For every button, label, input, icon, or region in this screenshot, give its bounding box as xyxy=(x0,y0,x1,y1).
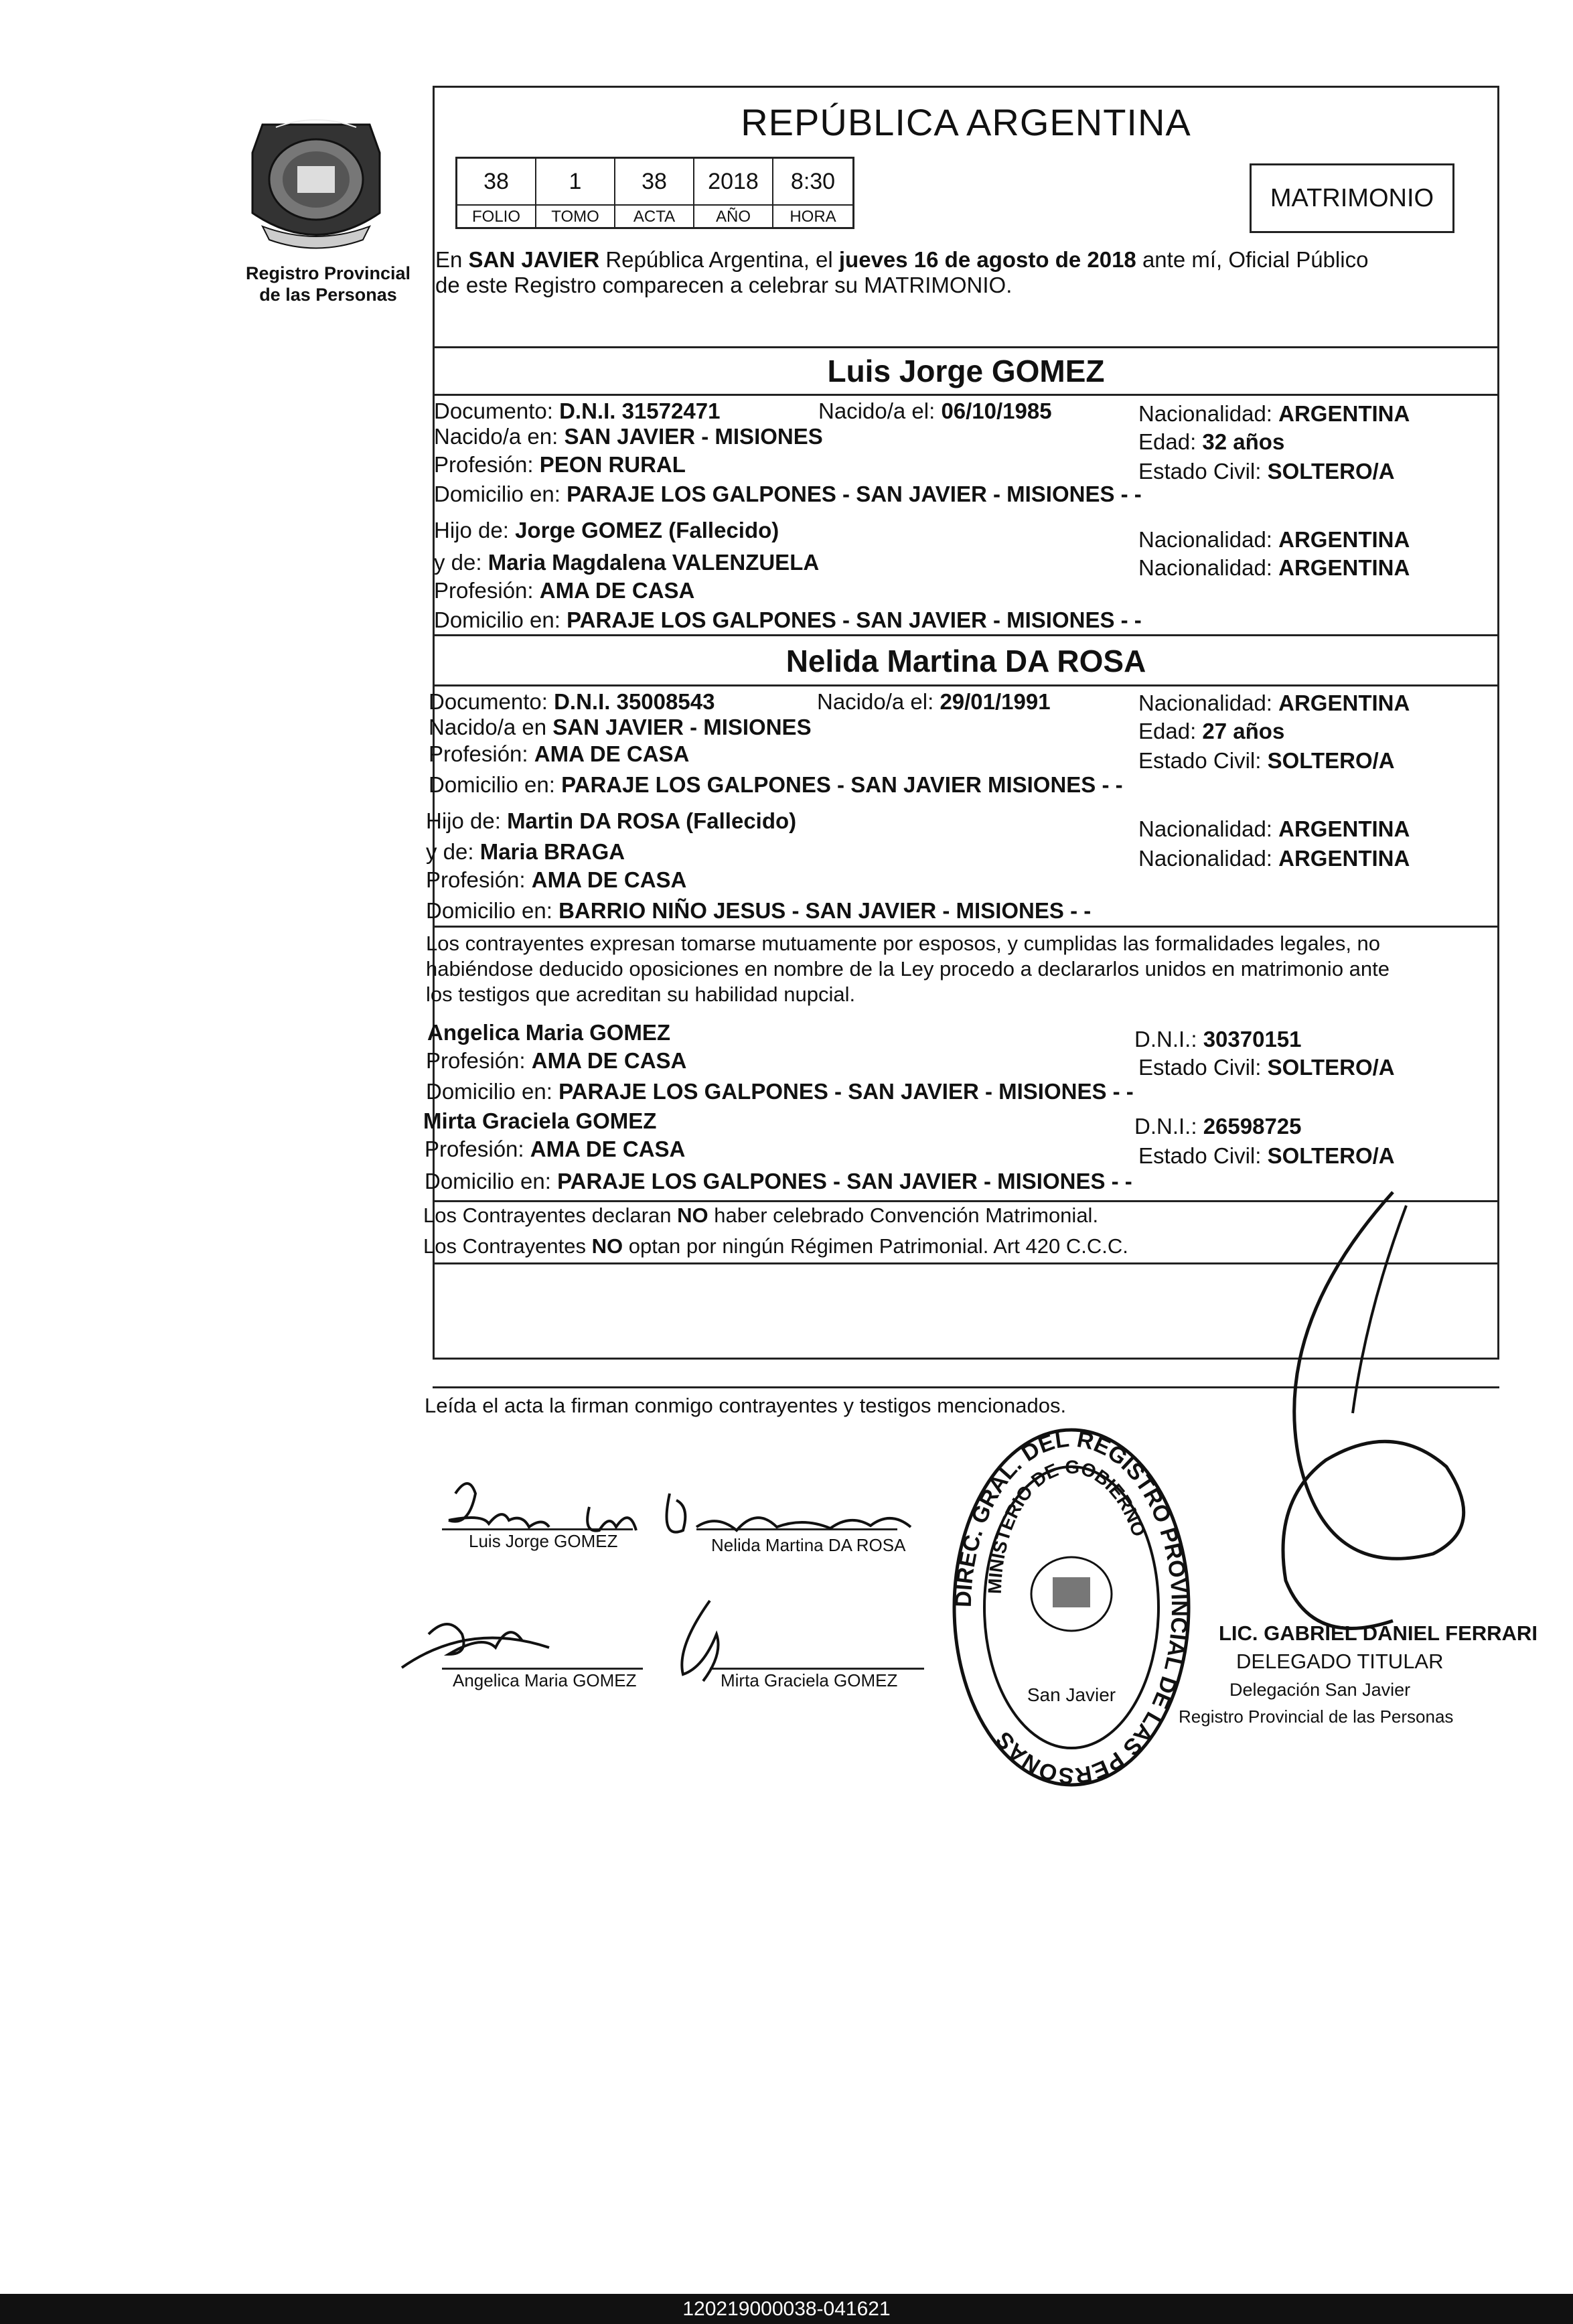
acta-reference-box xyxy=(455,157,854,229)
signature-label-bride: Nelida Martina DA ROSA xyxy=(711,1535,906,1555)
acta-hour-label: HORA xyxy=(773,204,852,228)
convention-statement: Los Contrayentes declaran NO haber celebrado Convención Matrimonial. xyxy=(423,1204,1099,1227)
patrimonial-regime-statement: Los Contrayentes NO optan por ningún Régimen Patrimonial. Art 420 C.C.C. xyxy=(423,1234,1128,1258)
contrayente2-father-nacionalidad: Nacionalidad: ARGENTINA xyxy=(1138,816,1410,841)
acta-year-label: AÑO xyxy=(694,204,773,228)
contrayente2-documento: Documento: D.N.I. 35008543 xyxy=(429,689,715,714)
official-title: DELEGADO TITULAR xyxy=(1236,1650,1444,1673)
contrayente2-name: Nelida Martina DA ROSA xyxy=(785,644,1146,678)
contrayente2-birthdate: Nacido/a el: 29/01/1991 xyxy=(817,689,1051,714)
witness2-name: Mirta Graciela GOMEZ xyxy=(423,1108,657,1133)
divider xyxy=(433,394,1499,396)
signature-line xyxy=(710,1668,924,1670)
contrayente2-edad: Edad: 27 años xyxy=(1138,719,1285,743)
declaration-line-3: los testigos que acreditan su habilidad nupcial. xyxy=(426,983,856,1006)
official-registry: Registro Provincial de las Personas xyxy=(1179,1706,1454,1727)
contrayente1-edad: Edad: 32 años xyxy=(1138,429,1285,454)
official-stamp xyxy=(938,1420,1205,1795)
contrayente1-estado-civil: Estado Civil: SOLTERO/A xyxy=(1138,459,1395,484)
registry-label-line1: Registro Provincial xyxy=(245,263,411,283)
contrayente1-nacionalidad: Nacionalidad: ARGENTINA xyxy=(1138,401,1410,426)
acta-hour-value: 8:30 xyxy=(790,168,836,194)
acta-tomo-value: 1 xyxy=(536,159,615,204)
divider xyxy=(433,346,1499,348)
acta-type-box: MATRIMONIO xyxy=(1250,163,1454,233)
contrayente1-documento: Documento: D.N.I. 31572471 xyxy=(434,398,721,423)
contrayente1-father-nacionalidad: Nacionalidad: ARGENTINA xyxy=(1138,527,1410,552)
groom-bride-signatures xyxy=(429,1467,951,1547)
witness1-estado-civil: Estado Civil: SOLTERO/A xyxy=(1138,1055,1395,1080)
contrayente1-father: Hijo de: Jorge GOMEZ (Fallecido) xyxy=(434,518,779,542)
document-barcode-id: 120219000038-041621 xyxy=(0,2294,1573,2324)
official-signature xyxy=(1192,1179,1500,1688)
witness1-domicilio: Domicilio en: PARAJE LOS GALPONES - SAN JAVIER - MISIONES - - xyxy=(426,1079,1134,1104)
acta-tomo-label: TOMO xyxy=(536,204,615,228)
signature-label-witness1: Angelica Maria GOMEZ xyxy=(453,1670,637,1690)
registry-label-line2: de las Personas xyxy=(259,285,397,305)
registry-label xyxy=(201,263,455,305)
witness-signatures xyxy=(388,1594,737,1694)
contrayente2-mother: y de: Maria BRAGA xyxy=(426,839,625,864)
contrayente1-name: Luis Jorge GOMEZ xyxy=(827,354,1105,388)
contrayente1-mother-domicilio: Domicilio en: PARAJE LOS GALPONES - SAN JAVIER - MISIONES - - xyxy=(434,607,1142,632)
province-seal-logo xyxy=(236,113,396,253)
witness2-estado-civil: Estado Civil: SOLTERO/A xyxy=(1138,1143,1395,1168)
intro-line-1: En SAN JAVIER República Argentina, el jueves 16 de agosto de 2018 ante mí, Oficial Público xyxy=(435,247,1369,272)
contrayente1-profesion: Profesión: PEON RURAL xyxy=(434,452,686,477)
acta-year-value: 2018 xyxy=(694,159,773,204)
contrayente2-birthplace: Nacido/a en SAN JAVIER - MISIONES xyxy=(429,715,812,739)
svg-text:DIREC. GRAL. DEL REGISTRO PROV xyxy=(951,1427,1192,1789)
signature-label-groom: Luis Jorge GOMEZ xyxy=(469,1531,618,1551)
stamp-outer-text: DIREC. GRAL. DEL REGISTRO PROVINCIAL DE LAS PERSONAS xyxy=(950,1426,1193,1789)
stamp-inner-text: MINISTERIO DE GOBIERNO xyxy=(984,1456,1150,1595)
contrayente2-nacionalidad: Nacionalidad: ARGENTINA xyxy=(1138,691,1410,715)
contrayente2-estado-civil: Estado Civil: SOLTERO/A xyxy=(1138,748,1395,773)
divider xyxy=(433,684,1499,686)
acta-acta-label: ACTA xyxy=(615,204,694,228)
acta-folio-value: 38 xyxy=(457,159,536,204)
contrayente2-profesion: Profesión: AMA DE CASA xyxy=(429,741,690,766)
declaration-line-1: Los contrayentes expresan tomarse mutuamente por esposos, y cumplidas las formalidades legales, no xyxy=(426,932,1381,955)
witness1-name: Angelica Maria GOMEZ xyxy=(427,1020,671,1045)
contrayente2-mother-profesion: Profesión: AMA DE CASA xyxy=(426,867,687,892)
divider xyxy=(433,634,1499,636)
witness2-dni: D.N.I.: 26598725 xyxy=(1134,1114,1302,1139)
contrayente1-birthplace: Nacido/a en: SAN JAVIER - MISIONES xyxy=(434,424,823,449)
acta-folio-label: FOLIO xyxy=(457,204,536,228)
witness2-profesion: Profesión: AMA DE CASA xyxy=(425,1137,686,1161)
witness1-profesion: Profesión: AMA DE CASA xyxy=(426,1048,687,1073)
contrayente1-birthdate: Nacido/a el: 06/10/1985 xyxy=(818,398,1052,423)
contrayente2-father: Hijo de: Martin DA ROSA (Fallecido) xyxy=(426,808,797,833)
signature-intro: Leída el acta la firman conmigo contrayentes y testigos mencionados. xyxy=(425,1394,1067,1417)
contrayente2-mother-nacionalidad: Nacionalidad: ARGENTINA xyxy=(1138,846,1410,871)
contrayente1-mother: y de: Maria Magdalena VALENZUELA xyxy=(434,550,820,575)
contrayente2-mother-domicilio: Domicilio en: BARRIO NIÑO JESUS - SAN JAVIER - MISIONES - - xyxy=(426,898,1092,923)
divider xyxy=(433,926,1499,928)
stamp-city: San Javier xyxy=(1027,1684,1116,1705)
signature-label-witness2: Mirta Graciela GOMEZ xyxy=(721,1670,898,1690)
witness2-domicilio: Domicilio en: PARAJE LOS GALPONES - SAN JAVIER - MISIONES - - xyxy=(425,1169,1132,1193)
official-name: LIC. GABRIEL DANIEL FERRARI xyxy=(1219,1621,1538,1645)
intro-line-2: de este Registro comparecen a celebrar su MATRIMONIO. xyxy=(435,273,1013,297)
document-title: REPÚBLICA ARGENTINA xyxy=(741,101,1191,143)
contrayente1-mother-nacionalidad: Nacionalidad: ARGENTINA xyxy=(1138,555,1410,580)
witness1-dni: D.N.I.: 30370151 xyxy=(1134,1027,1302,1051)
contrayente2-domicilio: Domicilio en: PARAJE LOS GALPONES - SAN JAVIER MISIONES - - xyxy=(429,772,1123,797)
contrayente1-domicilio: Domicilio en: PARAJE LOS GALPONES - SAN JAVIER - MISIONES - - xyxy=(434,482,1142,506)
official-office: Delegación San Javier xyxy=(1229,1680,1411,1700)
contrayente1-mother-profesion: Profesión: AMA DE CASA xyxy=(434,578,695,603)
declaration-line-2: habiéndose deducido oposiciones en nombre de la Ley procedo a declararlos unidos en matrimonio ante xyxy=(426,957,1390,981)
acta-acta-value: 38 xyxy=(615,159,694,204)
